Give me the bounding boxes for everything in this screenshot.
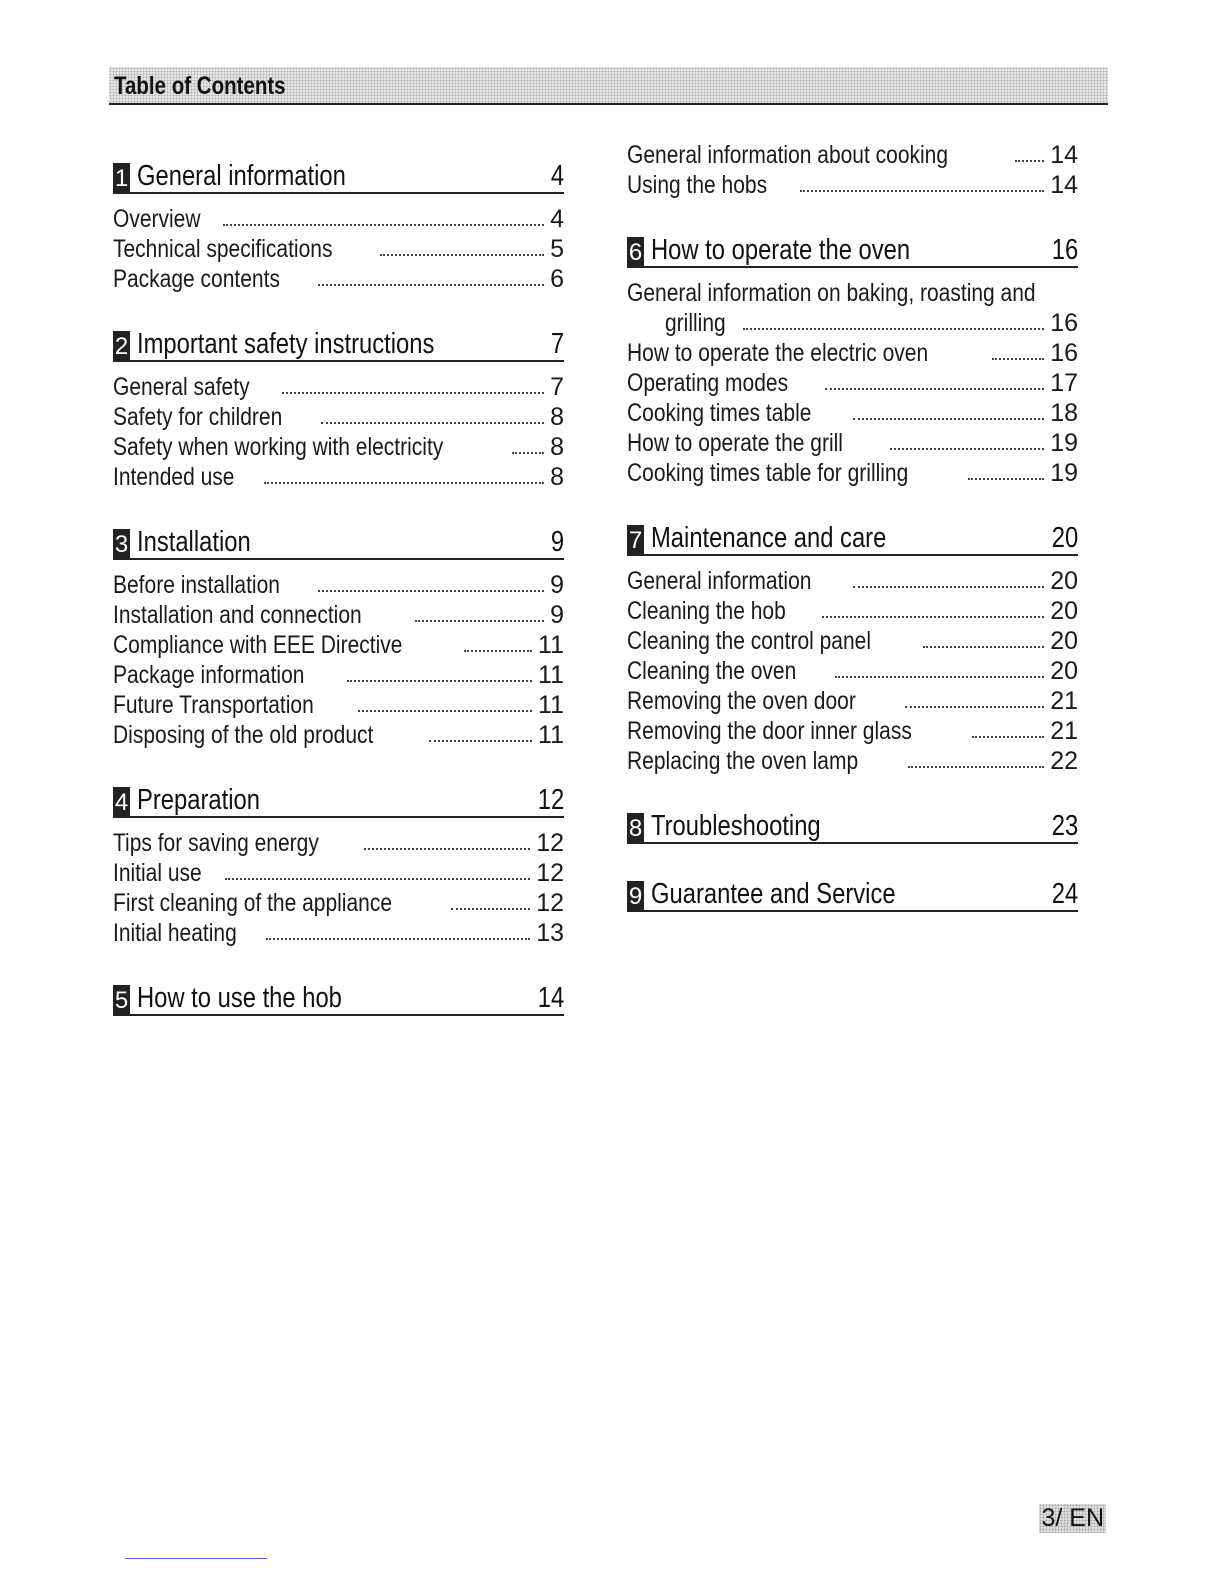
toc-entry-label: Disposing of the old product xyxy=(113,721,374,749)
toc-entry[interactable] xyxy=(113,204,564,234)
section-title: How to operate the oven xyxy=(651,234,911,266)
toc-entry-page: 11 xyxy=(538,691,564,719)
section-page-number: 9 xyxy=(550,526,564,558)
section-number-badge: 1 xyxy=(114,165,129,192)
toc-entry-page: 6 xyxy=(550,265,564,293)
section-title: General information xyxy=(137,160,346,192)
toc-entry-label: Using the hobs xyxy=(627,171,768,199)
toc-entry-page: 9 xyxy=(550,571,564,599)
toc-entry[interactable] xyxy=(113,690,564,720)
section-title: Installation xyxy=(137,526,251,558)
section-title: Troubleshooting xyxy=(651,810,821,842)
toc-entry-page: 14 xyxy=(1050,171,1078,199)
toc-entry-label: First cleaning of the appliance xyxy=(113,889,393,917)
toc-entry-label: Cooking times table xyxy=(627,399,812,427)
section-page-number: 12 xyxy=(537,784,564,816)
section-number-badge: 6 xyxy=(628,239,643,266)
dot-leader xyxy=(800,190,1044,192)
dot-leader xyxy=(853,418,1045,420)
dot-leader xyxy=(282,392,545,394)
toc-entry-page: 13 xyxy=(536,919,564,947)
section-number-badge: 2 xyxy=(114,333,129,360)
toc-entry-page: 12 xyxy=(536,859,564,887)
section-number-badge: 7 xyxy=(628,527,643,554)
section-installation xyxy=(113,524,564,750)
toc-entry[interactable] xyxy=(113,828,564,858)
section-heading[interactable] xyxy=(627,520,1078,556)
toc-entry-label: Tips for saving energy xyxy=(113,829,319,857)
dot-leader xyxy=(264,482,545,484)
toc-entry-label: Future Transportation xyxy=(113,691,314,719)
section-heading[interactable] xyxy=(113,524,564,560)
section-guarantee-and-service xyxy=(627,876,1078,912)
toc-entry[interactable] xyxy=(627,686,1078,716)
section-how-to-operate-the-oven xyxy=(627,232,1078,488)
dot-leader xyxy=(364,848,530,850)
section-title: Maintenance and care xyxy=(651,522,887,554)
toc-entry[interactable] xyxy=(113,858,564,888)
toc-entry[interactable] xyxy=(113,888,564,918)
toc-entry[interactable] xyxy=(627,626,1078,656)
section-heading[interactable] xyxy=(627,232,1078,268)
toc-entry-page: 7 xyxy=(550,373,564,401)
toc-entry-page: 20 xyxy=(1050,627,1078,655)
page-title: Table of Contents xyxy=(114,72,286,100)
toc-entry-page: 20 xyxy=(1050,567,1078,595)
toc-entry[interactable] xyxy=(627,458,1078,488)
toc-entry-page: 19 xyxy=(1050,429,1078,457)
section-heading[interactable] xyxy=(113,326,564,362)
dot-leader xyxy=(890,448,1044,450)
toc-entry[interactable] xyxy=(627,368,1078,398)
toc-entry-label: How to operate the electric oven xyxy=(627,339,929,367)
section-number-badge: 3 xyxy=(114,531,129,558)
dot-leader xyxy=(225,878,531,880)
section-number-badge: 4 xyxy=(114,789,129,816)
toc-entry-page: 17 xyxy=(1050,369,1078,397)
toc-entry-page: 11 xyxy=(538,661,564,689)
toc-entry[interactable] xyxy=(113,600,564,630)
toc-entry-label: Operating modes xyxy=(627,369,789,397)
toc-entry-page: 19 xyxy=(1050,459,1078,487)
toc-entry-label: How to operate the grill xyxy=(627,429,843,457)
toc-entry[interactable] xyxy=(113,432,564,462)
toc-entry-label: Technical specifications xyxy=(113,235,333,263)
toc-entry-label: Intended use xyxy=(113,463,235,491)
toc-entry-label: Replacing the oven lamp xyxy=(627,747,859,775)
toc-entry[interactable] xyxy=(113,660,564,690)
toc-entry-page: 18 xyxy=(1050,399,1078,427)
dot-leader xyxy=(923,646,1044,648)
section-how-to-use-the-hob xyxy=(113,980,564,1016)
dot-leader xyxy=(822,616,1044,618)
dot-leader xyxy=(415,620,544,622)
toc-entry-page: 11 xyxy=(538,721,564,749)
section-page-number: 14 xyxy=(537,982,564,1014)
toc-entry-page: 20 xyxy=(1050,597,1078,625)
dot-leader xyxy=(347,680,532,682)
toc-entry-label: Before installation xyxy=(113,571,280,599)
toc-right-column xyxy=(627,140,1078,944)
toc-entry-label: General information xyxy=(627,567,812,595)
toc-entry[interactable] xyxy=(627,716,1078,746)
toc-entry-page: 4 xyxy=(550,205,564,233)
dot-leader xyxy=(992,358,1045,360)
section-title: Preparation xyxy=(137,784,260,816)
section-heading[interactable] xyxy=(113,980,564,1016)
dot-leader xyxy=(1015,160,1044,162)
toc-entry-page: 12 xyxy=(536,829,564,857)
toc-entry-page: 14 xyxy=(1050,141,1078,169)
section-heading[interactable] xyxy=(113,158,564,194)
dot-leader xyxy=(512,452,544,454)
bottom-divider xyxy=(125,1558,267,1559)
section-title: Important safety instructions xyxy=(137,328,435,360)
section-page-number: 7 xyxy=(550,328,564,360)
toc-entry-page: 20 xyxy=(1050,657,1078,685)
section-troubleshooting xyxy=(627,808,1078,844)
dot-leader xyxy=(321,422,545,424)
footer-page-number: 3/ EN xyxy=(1041,1504,1104,1532)
section-heading[interactable] xyxy=(627,808,1078,844)
section-page-number: 20 xyxy=(1051,522,1078,554)
section-page-number: 4 xyxy=(550,160,564,192)
section-general-information xyxy=(113,158,564,294)
dot-leader xyxy=(908,766,1044,768)
section-title: How to use the hob xyxy=(137,982,342,1014)
toc-entry[interactable] xyxy=(627,170,1078,200)
toc-entry-page: 8 xyxy=(550,433,564,461)
toc-entry[interactable] xyxy=(627,428,1078,458)
section-maintenance-and-care xyxy=(627,520,1078,776)
toc-entry-label: Cooking times table for grilling xyxy=(627,459,909,487)
toc-entry-label: Cleaning the control panel xyxy=(627,627,872,655)
toc-left-column xyxy=(113,158,564,1048)
toc-entry-multiline[interactable] xyxy=(627,278,1078,338)
toc-entry-page: 22 xyxy=(1050,747,1078,775)
dot-leader xyxy=(743,328,1044,330)
toc-entry-page: 21 xyxy=(1050,717,1078,745)
toc-entry-label: Removing the oven door xyxy=(627,687,856,715)
section-page-number: 23 xyxy=(1051,810,1078,842)
toc-entry-label: Compliance with EEE Directive xyxy=(113,631,403,659)
dot-leader xyxy=(464,650,532,652)
toc-entry-page: 5 xyxy=(550,235,564,263)
toc-entry-label: Package information xyxy=(113,661,305,689)
toc-entry-page: 8 xyxy=(550,403,564,431)
dot-leader xyxy=(318,590,544,592)
section-heading[interactable] xyxy=(627,876,1078,912)
section-page-number: 24 xyxy=(1051,878,1078,910)
dot-leader xyxy=(380,254,544,256)
toc-entry[interactable] xyxy=(627,746,1078,776)
section-how-to-use-the-hob-continued xyxy=(627,140,1078,200)
dot-leader xyxy=(853,586,1045,588)
section-important-safety-instructions xyxy=(113,326,564,492)
toc-entry[interactable] xyxy=(627,338,1078,368)
toc-entry-label: Initial heating xyxy=(113,919,237,947)
toc-entry[interactable] xyxy=(113,630,564,660)
dot-leader xyxy=(223,224,544,226)
dot-leader xyxy=(835,676,1045,678)
dot-leader xyxy=(451,908,530,910)
section-number-badge: 8 xyxy=(628,815,643,842)
toc-entry[interactable] xyxy=(113,720,564,750)
toc-entry[interactable] xyxy=(627,656,1078,686)
toc-entry[interactable] xyxy=(627,596,1078,626)
dot-leader xyxy=(429,740,532,742)
toc-entry[interactable] xyxy=(627,566,1078,596)
toc-entry[interactable] xyxy=(113,570,564,600)
toc-entry[interactable] xyxy=(113,462,564,492)
section-preparation xyxy=(113,782,564,948)
dot-leader xyxy=(266,938,530,940)
dot-leader xyxy=(972,736,1044,738)
toc-entry-page: 16 xyxy=(1050,339,1078,367)
toc-entry-label: Cleaning the hob xyxy=(627,597,786,625)
toc-entry-label: General safety xyxy=(113,373,250,401)
toc-entry-label: grilling xyxy=(665,309,726,337)
toc-entry-page: 12 xyxy=(536,889,564,917)
toc-entry[interactable] xyxy=(627,140,1078,170)
toc-entry-label: Cleaning the oven xyxy=(627,657,797,685)
toc-entry-label: Removing the door inner glass xyxy=(627,717,912,745)
toc-entry-page: 11 xyxy=(538,631,564,659)
dot-leader xyxy=(318,284,544,286)
toc-entry-page: 8 xyxy=(550,463,564,491)
toc-entry[interactable] xyxy=(113,918,564,948)
toc-entry-label: Installation and connection xyxy=(113,601,362,629)
dot-leader xyxy=(968,478,1044,480)
toc-entry-page: 16 xyxy=(1050,309,1078,337)
section-page-number: 16 xyxy=(1051,234,1078,266)
toc-entry-label: Initial use xyxy=(113,859,202,887)
dot-leader xyxy=(825,388,1044,390)
section-number-badge: 9 xyxy=(628,883,643,910)
section-heading[interactable] xyxy=(113,782,564,818)
toc-entry-label: Safety for children xyxy=(113,403,283,431)
section-number-badge: 5 xyxy=(114,987,129,1014)
toc-entry[interactable] xyxy=(113,264,564,294)
toc-entry-label: General information about cooking xyxy=(627,141,949,169)
toc-entry-label: Safety when working with electricity xyxy=(113,433,444,461)
toc-entry-label: Overview xyxy=(113,205,201,233)
dot-leader xyxy=(905,706,1044,708)
toc-entry-page: 21 xyxy=(1050,687,1078,715)
toc-entry-label-line1: General information on baking, roasting and xyxy=(627,279,1036,307)
toc-entry xyxy=(627,308,1078,338)
toc-entry[interactable] xyxy=(113,234,564,264)
toc-entry[interactable] xyxy=(113,372,564,402)
toc-entry-label: Package contents xyxy=(113,265,280,293)
header-bar xyxy=(109,67,1108,105)
toc-entry[interactable] xyxy=(113,402,564,432)
dot-leader xyxy=(358,710,532,712)
toc-entry[interactable] xyxy=(627,398,1078,428)
section-title: Guarantee and Service xyxy=(651,878,896,910)
toc-entry-page: 9 xyxy=(550,601,564,629)
